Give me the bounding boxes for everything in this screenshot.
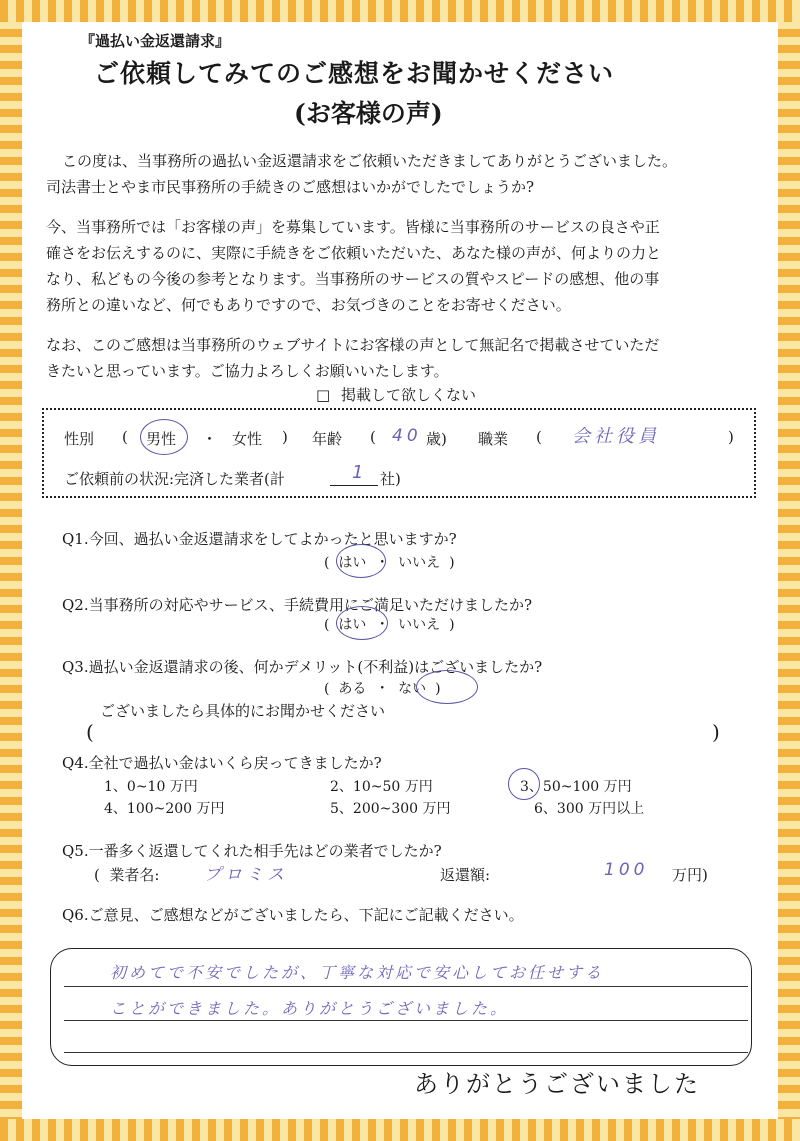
q3-detail-close: ) (712, 720, 720, 744)
job-open-paren: ( (536, 428, 542, 446)
q5-amount-unit: 万円) (672, 866, 708, 884)
intro-p3-line1: なお、このご感想は当事務所のウェブサイトにお客様の声として無記名で掲載させていただ (46, 336, 660, 354)
no-publish-label: 掲載して欲しくない (340, 386, 476, 404)
selection-circle-q3 (416, 670, 478, 704)
selection-circle-q1 (336, 544, 386, 578)
q6-comment-line1[interactable]: 初めてで不安でしたが、丁寧な対応で安心してお任せする (110, 963, 605, 982)
age-label: 年齢 (312, 430, 343, 448)
gender-label: 性別 (64, 430, 95, 448)
intro-p2-line4: 務所との違いなど、何でもありですので、お気づきのことをお寄せください。 (46, 296, 571, 314)
q4-option-4[interactable]: 4、100~200 万円 (104, 801, 225, 817)
age-open-paren: ( (370, 428, 376, 446)
gender-dot: ・ (202, 430, 218, 448)
q3-detail-prompt: ございましたら具体的にお聞かせください (100, 702, 386, 720)
gender-close-paren: ) (282, 428, 288, 446)
job-label: 職業 (478, 430, 509, 448)
page-subtitle: (お客様の声) (294, 99, 443, 128)
q6-rule-1 (64, 986, 748, 987)
q6-question: Q6.ご意見、ご感想などがございましたら、下記にご記載ください。 (62, 906, 524, 924)
status-unit: 社) (380, 470, 401, 488)
q5-question: Q5.一番多く返還してくれた相手先はどの業者でしたか? (62, 842, 442, 860)
q4-question: Q4.全社で過払い金はいくら戻ってきましたか? (62, 754, 382, 772)
job-close-paren: ) (728, 428, 734, 446)
gender-female[interactable]: 女性 (232, 430, 263, 448)
q4-option-3[interactable]: 3、50~100 万円 (520, 779, 632, 795)
q6-comment-line2[interactable]: ことができました。ありがとうございました。 (110, 999, 510, 1018)
intro-p2-line1: 今、当事務所では「お客様の声」を募集しています。皆様に当事務所のサービスの良さや正 (46, 218, 660, 236)
q5-amount-label: 返還額: (440, 866, 491, 884)
category-label: 『過払い金返還請求』 (80, 32, 231, 50)
q6-rule-2 (64, 1020, 748, 1021)
q1-options[interactable]: ( はい ・ いいえ ) (324, 555, 455, 571)
q3-options[interactable]: ( ある ・ ない ) (324, 681, 441, 697)
intro-p3-line2: きたいと思っています。ご協力よろしくお願いいたします。 (46, 362, 449, 380)
q4-option-5[interactable]: 5、200~300 万円 (330, 801, 451, 817)
q3-question: Q3.過払い金返還請求の後、何かデメリット(不利益)はございましたか? (62, 658, 543, 676)
q4-option-6[interactable]: 6、300 万円以上 (534, 801, 645, 817)
q4-option-1[interactable]: 1、0~10 万円 (104, 779, 198, 795)
intro-p1-line1: この度は、当事務所の過払い金返還請求をご依頼いただきましてありがとうございました。 (62, 152, 678, 170)
checkbox-empty-icon[interactable]: □ (316, 386, 331, 404)
q5-amount-value[interactable]: 100 (604, 860, 649, 880)
q6-rule-3 (64, 1052, 748, 1053)
q2-question: Q2.当事務所の対応やサービス、手続費用にご満足いただけましたか? (62, 596, 533, 614)
q5-company-value[interactable]: プロミス (204, 865, 288, 885)
selection-circle-q4 (508, 768, 540, 800)
q2-options[interactable]: ( はい ・ いいえ ) (324, 617, 455, 633)
status-value[interactable]: 1 (352, 462, 368, 483)
page-title: ご依頼してみてのご感想をお聞かせください (94, 59, 615, 88)
status-value-underline (330, 485, 378, 486)
intro-p1-line2: 司法書士とやま市民事務所の手続きのご感想はいかがでしたでしょうか? (46, 178, 535, 196)
status-label: ご依頼前の状況:完済した業者(計 (64, 470, 285, 488)
q3-detail-open: ( (86, 720, 94, 744)
q1-question: Q1.今回、過払い金返還請求をしてよかったと思いますか? (62, 530, 457, 548)
age-unit: 歳) (426, 430, 447, 448)
job-value[interactable]: 会社役員 (572, 426, 660, 447)
intro-p2-line3: なり、私どもの今後の参考となります。当事務所のサービスの質やスピードの感想、他の事 (46, 270, 660, 288)
q4-option-2[interactable]: 2、10~50 万円 (330, 779, 433, 795)
selection-circle-male (140, 419, 188, 455)
age-value[interactable]: 40 (392, 426, 422, 446)
survey-sheet (24, 24, 776, 1117)
gender-open-paren: ( (122, 428, 128, 446)
q5-company-label: ( 業者名: (94, 866, 160, 884)
no-publish-option[interactable] (316, 384, 476, 405)
intro-p2-line2: 確さをお伝えするのに、実際に手続きをご依頼いただいた、あなた様の声が、何よりの力と (46, 244, 662, 262)
gender-male[interactable]: 男性 (146, 430, 177, 448)
footer-thanks: ありがとうございました (414, 1070, 700, 1098)
selection-circle-q2 (336, 606, 388, 640)
